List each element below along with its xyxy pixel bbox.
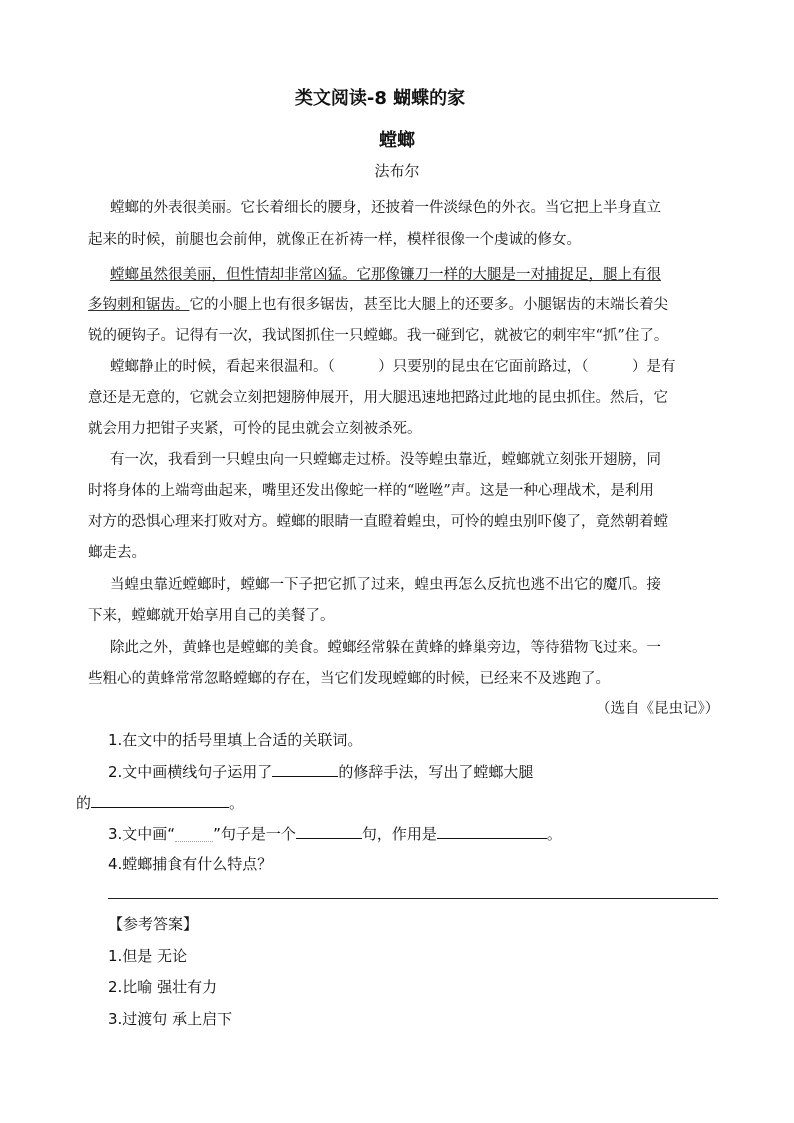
question-4: 4.螳螂捕食有什么特点？ bbox=[108, 855, 273, 873]
passage-line bbox=[110, 263, 661, 284]
answers-heading: 【参考答案】 bbox=[108, 915, 199, 933]
question-2: 2.文中画横线句子运用了 的修辞手法，写出了螳螂大腿 bbox=[108, 760, 533, 782]
wavy-underline-mark bbox=[175, 827, 213, 842]
passage-line: 有一次，我看到一只蝗虫向一只螳螂走过桥。没等蝗虫靠近，螳螂就立刻张开翅膀，同 bbox=[110, 452, 661, 468]
answer-blank[interactable] bbox=[437, 822, 547, 839]
passage-line: 除此之外，黄蜂也是螳螂的美食。螳螂经常躲在黄蜂的蜂巢旁边，等待猎物飞过来。一 bbox=[110, 640, 661, 656]
passage-line: 当蝗虫靠近螳螂时，螳螂一下子把它抓了过来，蝗虫再怎么反抗也逃不出它的魔爪。接 bbox=[110, 577, 661, 593]
question-2-cont: 的 。 bbox=[76, 791, 244, 813]
passage-line: 些粗心的黄蜂常常忽略螳螂的存在，当它们发现螳螂的时候，已经来不及逃跑了。 bbox=[88, 671, 610, 687]
passage-line: 意还是无意的，它就会立刻把翅膀伸展开，用大腿迅速地把路过此地的昆虫抓住。然后，它 bbox=[88, 390, 668, 406]
answer-blank[interactable] bbox=[91, 791, 229, 808]
answer-item: 1.但是 无论 bbox=[108, 947, 188, 965]
underlined-sentence: 它那像镰刀一样的大腿是一对捕捉足，腿上有很 bbox=[356, 267, 661, 283]
question-3: 3.文中画“ ”句子是一个 句，作用是 。 bbox=[108, 822, 562, 844]
passage-line: 多钩刺和锯齿。它的小腿上也有很多锯齿，甚至比大腿上的还要多。小腿锯齿的末端长着尖 bbox=[88, 297, 668, 313]
passage-line: 时将身体的上端弯曲起来，嘴里还发出像蛇一样的“咝咝”声。这是一种心理战术，是利用 bbox=[88, 483, 654, 499]
passage-line: 下来，螳螂就开始享用自己的美餐了。 bbox=[88, 608, 335, 624]
answer-blank[interactable] bbox=[272, 760, 338, 777]
underlined-sentence: 螳螂虽然很美丽，但性情却非常凶猛。 bbox=[110, 267, 357, 283]
question-1: 1.在文中的括号里填上合适的关联词。 bbox=[108, 731, 363, 749]
passage-line: 起来的时候，前腿也会前伸，就像正在祈祷一样，模样很像一个虔诚的修女。 bbox=[88, 232, 581, 248]
passage-title: 螳螂 bbox=[379, 130, 415, 151]
passage-source: （选自《昆虫记》） bbox=[596, 701, 720, 717]
page-title: 类文阅读-8 蝴蝶的家 bbox=[294, 88, 466, 109]
answer-line[interactable] bbox=[108, 898, 718, 899]
answer-item: 2.比喻 强壮有力 bbox=[108, 978, 218, 996]
underlined-sentence: 多钩刺和锯齿。 bbox=[88, 297, 190, 313]
passage-line: 螳螂的外表很美丽。它长着细长的腰身，还披着一件淡绿色的外衣。当它把上半身直立 bbox=[110, 200, 661, 216]
passage-author: 法布尔 bbox=[374, 162, 420, 180]
passage-line: 锐的硬钩子。记得有一次，我试图抓住一只螳螂。我一碰到它，就被它的刺牢牢“抓”住了。 bbox=[88, 328, 669, 344]
passage-line: 螂走去。 bbox=[88, 545, 146, 561]
passage-line: 就会用力把钳子夹紧，可怜的昆虫就会立刻被杀死。 bbox=[88, 421, 422, 437]
passage-line: 对方的恐惧心理来打败对方。螳螂的眼睛一直瞪着蝗虫，可怜的蝗虫别吓傻了，竟然朝着螳 bbox=[88, 514, 668, 530]
answer-blank[interactable] bbox=[296, 822, 362, 839]
answer-item: 3.过渡句 承上启下 bbox=[108, 1010, 233, 1028]
passage-line: 螳螂静止的时候，看起来很温和。（ ）只要别的昆虫在它面前路过，（ ）是有 bbox=[110, 359, 676, 375]
